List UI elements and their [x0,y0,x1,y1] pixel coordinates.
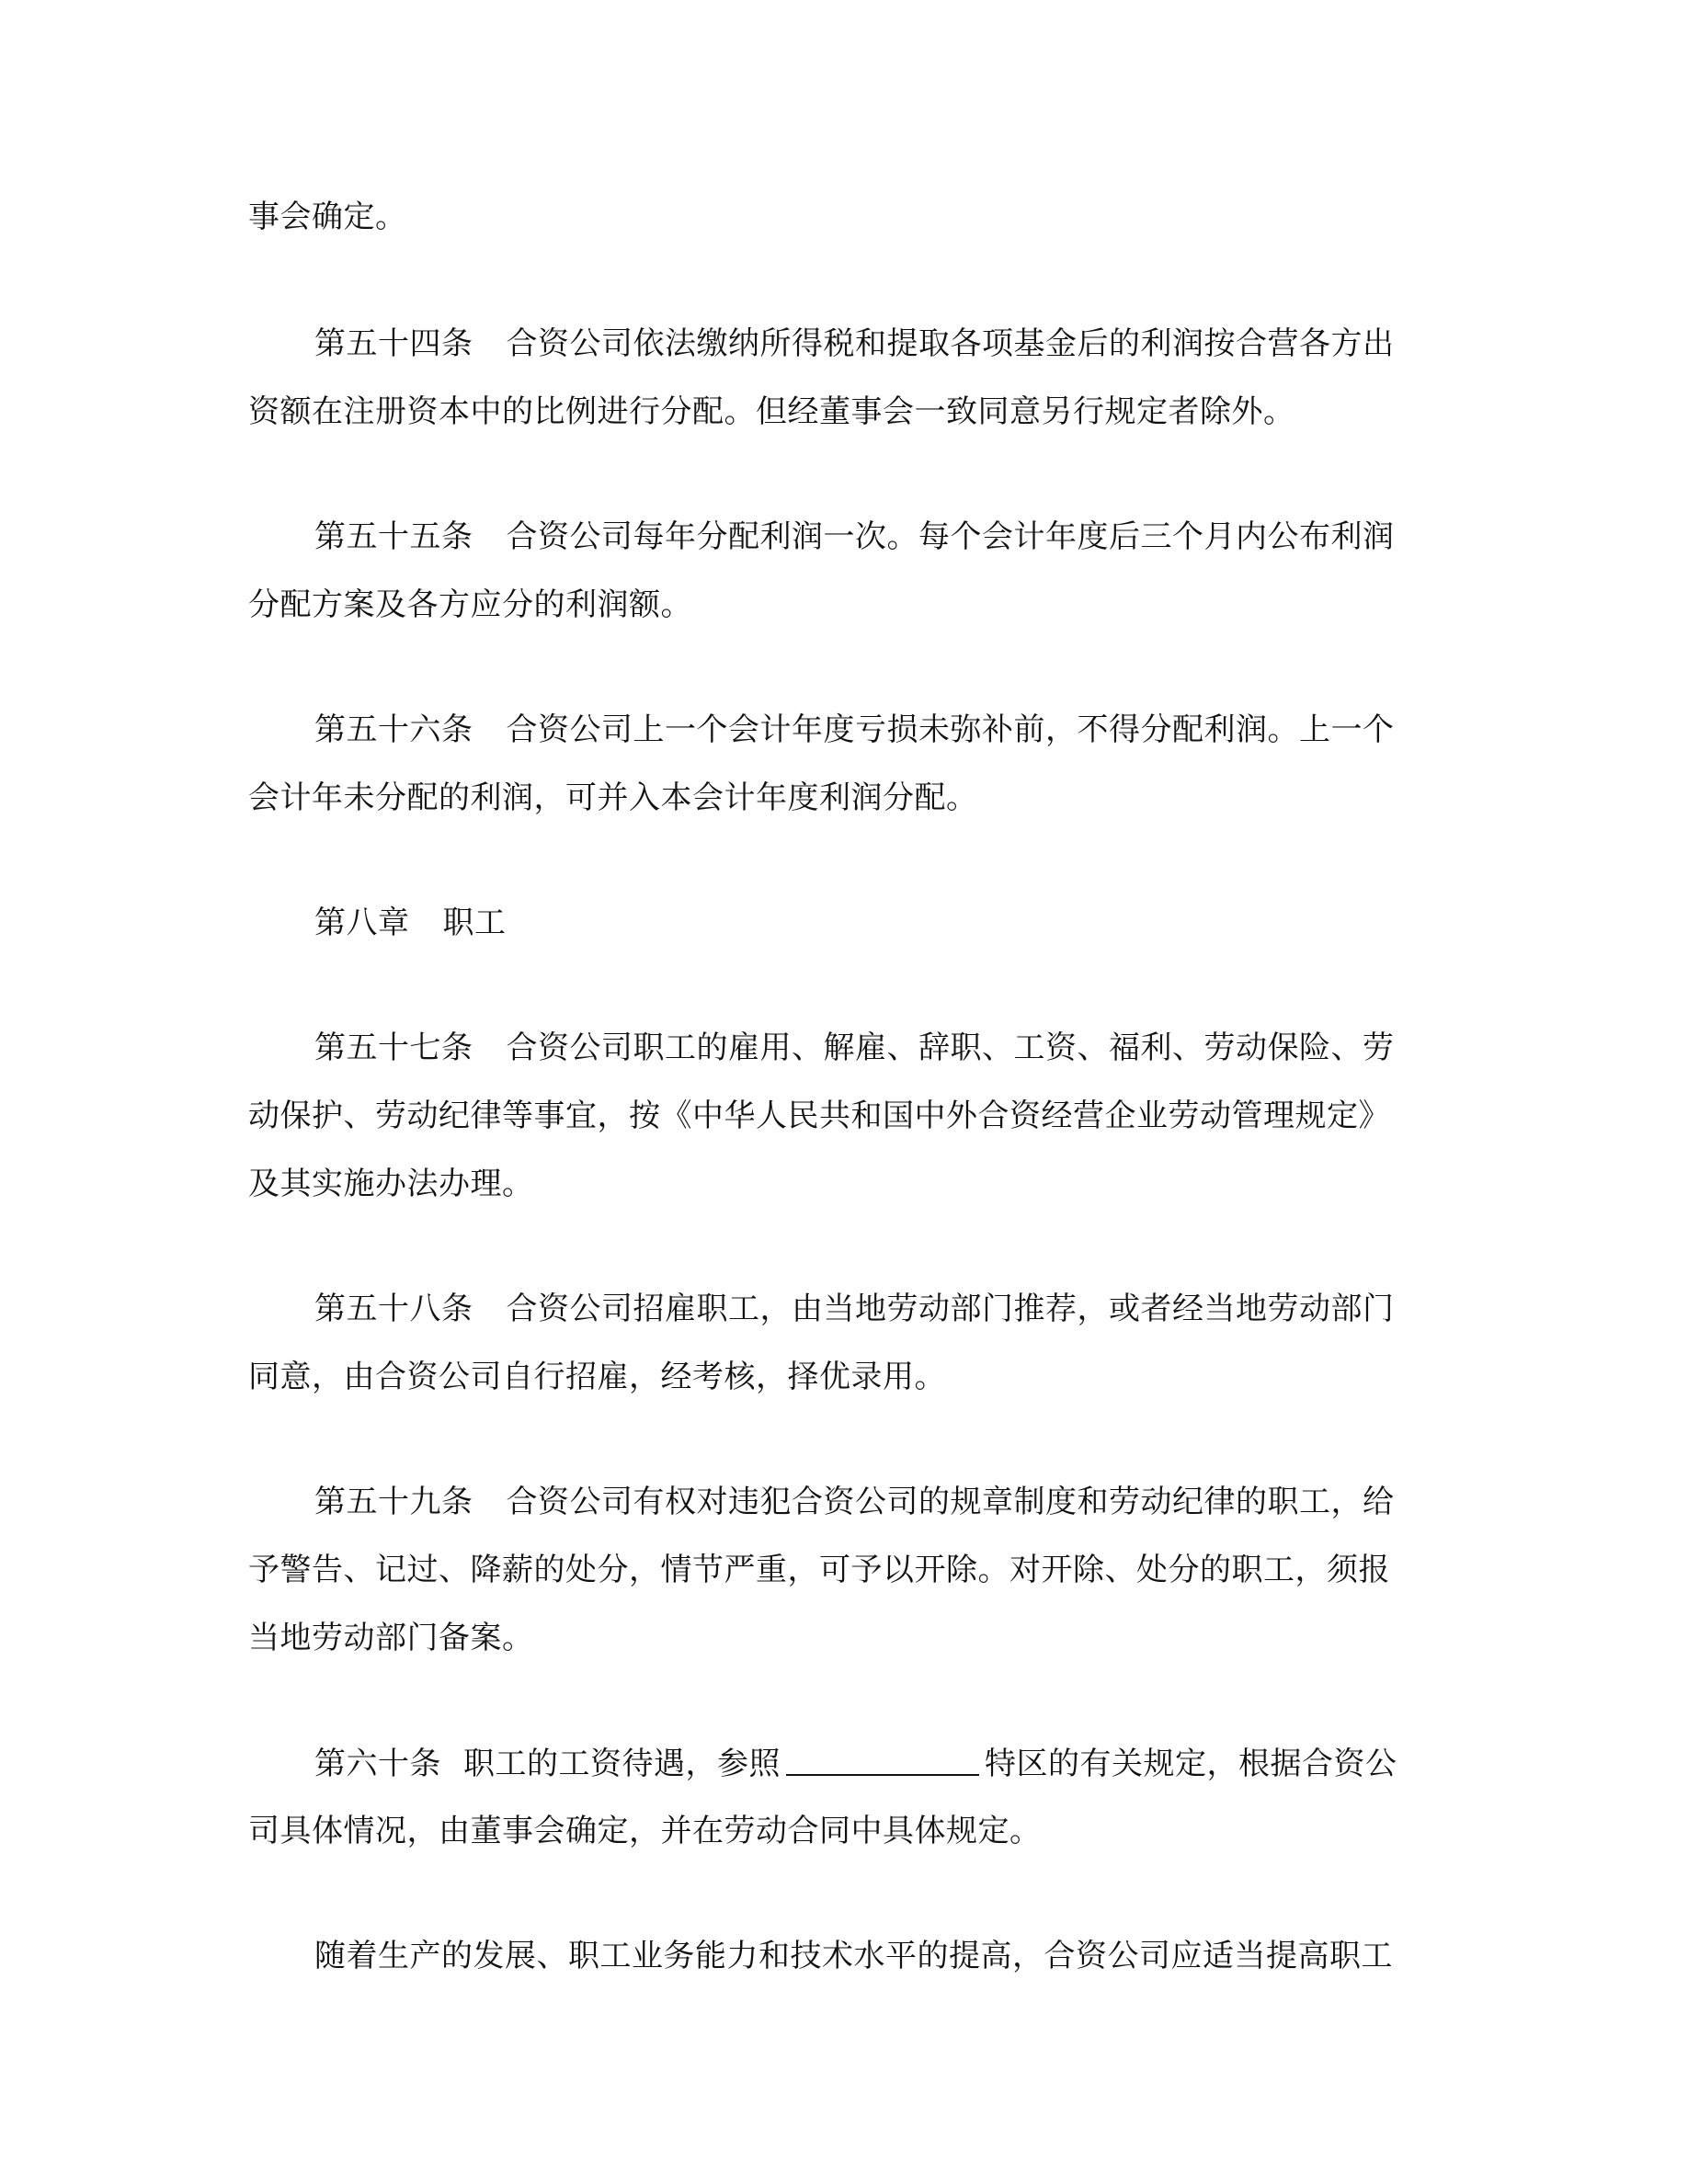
article-57-text: 合资公司职工的雇用、解雇、辞职、工资、福利、劳动保险、劳 [506,1029,1395,1066]
article-55-number: 第五十五条 [314,518,473,555]
article-55-text: 合资公司每年分配利润一次。每个会计年度后三个月内公布利润 [506,518,1395,555]
article-58-number: 第五十八条 [314,1291,473,1327]
chapter-title: 职工 [442,904,507,941]
article-55-text-cont: 分配方案及各方应分的利润额。 [248,586,692,623]
article-57-text-end: 及其实施办法办理。 [248,1166,534,1202]
article-60-line-1 [314,1741,1397,1786]
article-56-number: 第五十六条 [314,711,473,748]
article-54-text-cont: 资额在注册资本中的比例进行分配。但经董事会一致同意另行规定者除外。 [248,393,1295,430]
article-55-line-2 [248,583,692,627]
closing-text: 随着生产的发展、职工业务能力和技术水平的提高，合资公司应适当提高职工 [314,1938,1393,1974]
article-54-number: 第五十四条 [314,325,473,362]
article-56-text: 合资公司上一个会计年度亏损未弥补前，不得分配利润。上一个 [506,711,1395,748]
article-57-line-2 [248,1094,1390,1138]
fill-in-blank[interactable] [786,1743,979,1776]
article-58-text: 合资公司招雇职工，由当地劳动部门推荐，或者经当地劳动部门 [506,1291,1395,1327]
article-58-line-1 [314,1287,1395,1331]
article-60-text-after: 特区的有关规定，根据合资公 [985,1746,1397,1782]
continuation-line [248,195,407,239]
article-60-text-cont: 司具体情况，由董事会确定，并在劳动合同中具体规定。 [248,1813,1042,1849]
article-59-line-2 [248,1548,1390,1592]
article-60-text-before: 职工的工资待遇，参照 [463,1746,781,1782]
closing-paragraph-line-1 [314,1934,1393,1978]
article-59-line-1 [314,1480,1395,1524]
chapter-heading [314,901,507,945]
article-57-line-3 [248,1162,534,1206]
article-57-text-cont: 动保护、劳动纪律等事宜，按《中华人民共和国中外合资经营企业劳动管理规定》 [248,1098,1390,1134]
article-55-line-1 [314,515,1395,559]
article-59-text: 合资公司有权对违犯合资公司的规章制度和劳动纪律的职工，给 [506,1484,1395,1520]
article-59-text-cont: 予警告、记过、降薪的处分，情节严重，可予以开除。对开除、处分的职工，须报 [248,1552,1390,1588]
article-59-number: 第五十九条 [314,1484,473,1520]
article-59-line-3 [248,1616,534,1660]
article-54-line-1 [314,322,1395,366]
article-56-line-1 [314,708,1395,752]
article-60-number: 第六十条 [314,1746,441,1782]
article-57-number: 第五十七条 [314,1029,473,1066]
article-58-text-cont: 同意，由合资公司自行招雇，经考核，择优录用。 [248,1359,946,1395]
chapter-number: 第八章 [314,904,410,941]
article-59-text-end: 当地劳动部门备案。 [248,1620,534,1656]
article-58-line-2 [248,1355,946,1399]
article-56-text-cont: 会计年未分配的利润，可并入本会计年度利润分配。 [248,779,978,816]
article-56-line-2 [248,776,978,820]
continuation-text: 事会确定。 [248,199,407,235]
article-54-line-2 [248,390,1295,434]
article-60-line-2 [248,1809,1042,1853]
article-54-text: 合资公司依法缴纳所得税和提取各项基金后的利润按合营各方出 [506,325,1395,362]
article-57-line-1 [314,1026,1395,1070]
